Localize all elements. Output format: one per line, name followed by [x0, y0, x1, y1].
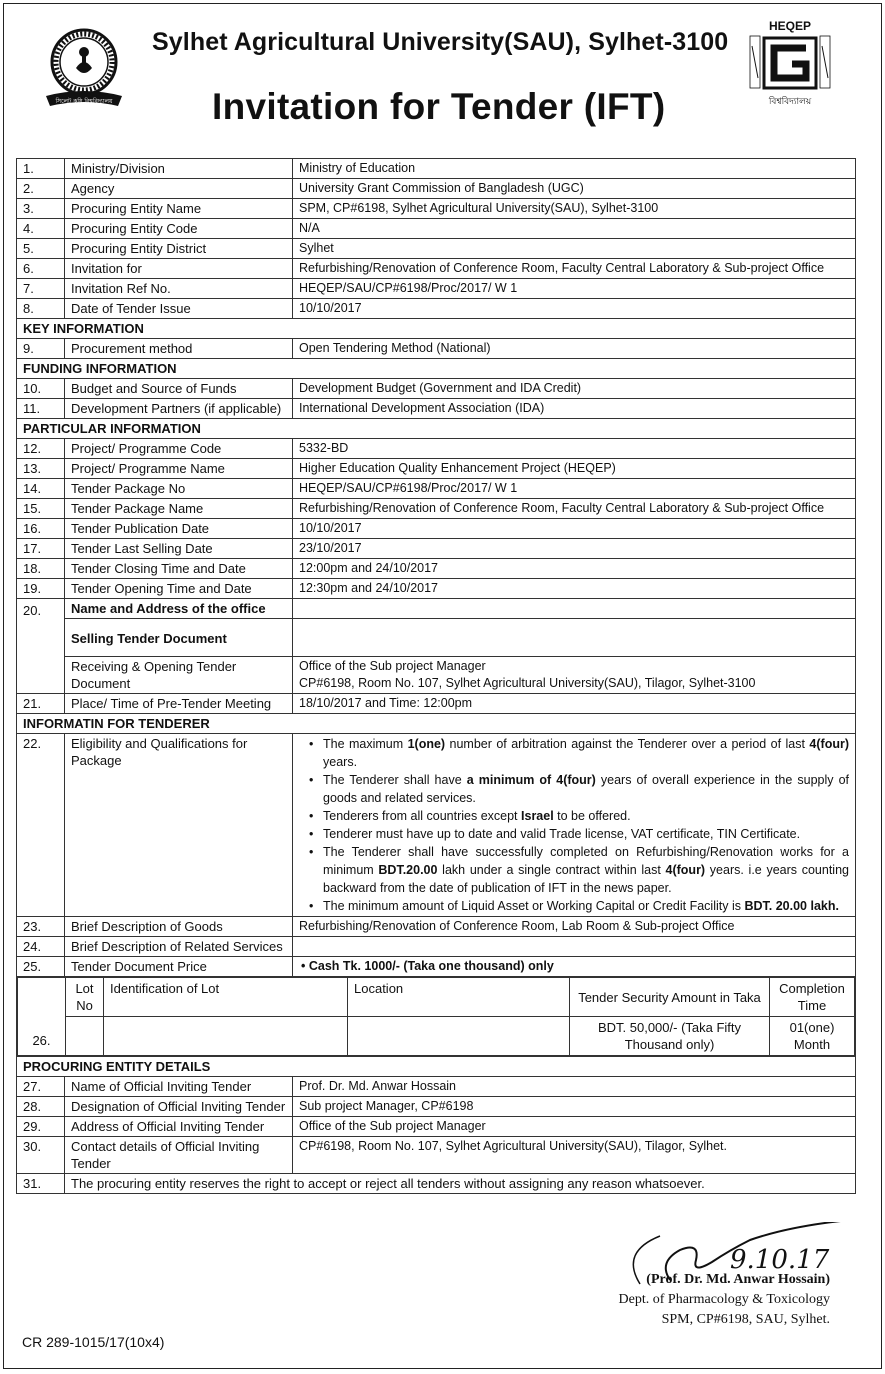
table-row: 17. Tender Last Selling Date 23/10/2017	[17, 539, 856, 559]
table-row: 2. Agency University Grant Commission of Bangladesh (UGC)	[17, 179, 856, 199]
list-item: • The Tenderer shall have successfully completed on Refurbishing/Renovation works for a minimum BDT.20.00 lakh under a single contract within last 4(four) years. i.e years counting backward from the date of publication of IFT in the news paper.	[309, 843, 849, 897]
table-row: 9. Procurement method Open Tendering Method (National)	[17, 339, 856, 359]
table-row: 21. Place/ Time of Pre-Tender Meeting 18/10/2017 and Time: 12:00pm	[17, 694, 856, 714]
eligibility-list	[299, 735, 849, 915]
table-row: Selling Tender Document	[17, 619, 856, 657]
table-row: 7. Invitation Ref No. HEQEP/SAU/CP#6198/Proc/2017/ W 1	[17, 279, 856, 299]
university-name: Sylhet Agricultural University(SAU), Sylhet-3100	[152, 28, 729, 56]
heqep-logo	[742, 18, 838, 110]
table-row: 1. Ministry/Division Ministry of Education	[17, 159, 856, 179]
section-header: KEY INFORMATION	[17, 319, 856, 339]
table-row: 11. Development Partners (if applicable) International Development Association (IDA)	[17, 399, 856, 419]
list-item: • The maximum 1(one) number of arbitration against the Tenderer over a period of last 4(four) years.	[309, 735, 849, 771]
table-row: 6. Invitation for Refurbishing/Renovation of Conference Room, Faculty Central Laboratory & Sub-project Office	[17, 259, 856, 279]
svg-text:HEQEP: HEQEP	[768, 19, 812, 33]
table-row: 14. Tender Package No HEQEP/SAU/CP#6198/Proc/2017/ W 1	[17, 479, 856, 499]
page-title: Invitation for Tender (IFT)	[212, 86, 666, 127]
table-row: 12. Project/ Programme Code 5332-BD	[17, 439, 856, 459]
svg-text:বিশ্ববিদ্যালয়: বিশ্ববিদ্যালয়	[768, 97, 812, 107]
table-row: 10. Budget and Source of Funds Development Budget (Government and IDA Credit)	[17, 379, 856, 399]
table-row: 23. Brief Description of Goods Refurbishing/Renovation of Conference Room, Lab Room & Sub-project Office	[17, 917, 856, 937]
table-row: 5. Procuring Entity District Sylhet	[17, 239, 856, 259]
list-item: • The minimum amount of Liquid Asset or Working Capital or Credit Facility is BDT. 20.00 lakh.	[309, 897, 849, 915]
table-row: 28. Designation of Official Inviting Tender Sub project Manager, CP#6198	[17, 1097, 856, 1117]
list-item: • The Tenderer shall have a minimum of 4(four) years of overall experience in the supply of goods and related services.	[309, 771, 849, 807]
table-row: 25. Tender Document Price • Cash Tk. 1000/- (Taka one thousand) only	[17, 957, 856, 977]
svg-text:সিলেট কৃষি বিশ্ববিদ্যালয়: সিলেট কৃষি বিশ্ববিদ্যালয়	[55, 98, 113, 105]
list-item: • Tenderers from all countries except Israel to be offered.	[309, 807, 849, 825]
section-header: FUNDING INFORMATION	[17, 359, 856, 379]
table-row: 3. Procuring Entity Name SPM, CP#6198, Sylhet Agricultural University(SAU), Sylhet-3100	[17, 199, 856, 219]
table-row: 18. Tender Closing Time and Date 12:00pm and 24/10/2017	[17, 559, 856, 579]
table-row: 30. Contact details of Official Inviting Tender CP#6198, Room No. 107, Sylhet Agricultural University(SAU), Tilagor, Sylhet.	[17, 1137, 856, 1174]
section-header: INFORMATIN FOR TENDERER	[17, 714, 856, 734]
table-row: 4. Procuring Entity Code N/A	[17, 219, 856, 239]
section-header: PROCURING ENTITY DETAILS	[17, 1057, 856, 1077]
list-item: • Tenderer must have up to date and valid Trade license, VAT certificate, TIN Certificate.	[309, 825, 849, 843]
signature-block: (Prof. Dr. Md. Anwar Hossain) Dept. of Pharmacology & Toxicology SPM, CP#6198, SAU, Sylhet.	[618, 1272, 830, 1327]
table-row: 22. Eligibility and Qualifications for Package • The maximum 1(one) number of arbitration against the Tenderer over a period of last 4(four) years. • The Tenderer shall have a minimum of 4(four) years of overall experience in the supply of goods and related services. • Tenderers from all countries except Israel to be offered. • Tenderer must have up to date and valid Trade license, VAT certificate, TIN Certificate. • The Tenderer shall have successfully completed on Refurbishing/Renovation works for a minimum BDT.20.00 lakh under a single contract within last 4(four) years. i.e years counting backward from the date of publication of IFT in the news paper. • The minimum amount of Liquid Asset or Working Capital or Credit Facility is BDT. 20.00 lakh.	[17, 734, 856, 917]
section-header: PARTICULAR INFORMATION	[17, 419, 856, 439]
table-row: Receiving & Opening Tender Document Office of the Sub project Manager CP#6198, Room No. 107, Sylhet Agricultural University(SAU), Tilagor, Sylhet-3100	[17, 657, 856, 694]
tender-table	[16, 158, 856, 1194]
footer-code: CR 289-1015/17(10x4)	[22, 1334, 165, 1350]
lot-table-row	[17, 977, 856, 1057]
table-row: 29. Address of Official Inviting Tender Office of the Sub project Manager	[17, 1117, 856, 1137]
table-row: 8. Date of Tender Issue 10/10/2017	[17, 299, 856, 319]
university-seal-logo	[40, 22, 128, 112]
table-row: 31. The procuring entity reserves the right to accept or reject all tenders without assigning any reason whatsoever.	[17, 1174, 856, 1194]
svg-text:9.10.17: 9.10.17	[730, 1245, 830, 1275]
table-row: 13. Project/ Programme Name Higher Education Quality Enhancement Project (HEQEP)	[17, 459, 856, 479]
lot-table: 26. Lot No Identification of Lot Location Tender Security Amount in Taka Completion Time BDT. 50,000/- (Taka Fifty Thousand only) 01(one) Month	[17, 977, 855, 1056]
table-row: 19. Tender Opening Time and Date 12:30pm and 24/10/2017	[17, 579, 856, 599]
table-row: 15. Tender Package Name Refurbishing/Renovation of Conference Room, Faculty Central Laboratory & Sub-project Office	[17, 499, 856, 519]
table-row: 16. Tender Publication Date 10/10/2017	[17, 519, 856, 539]
table-row: 27. Name of Official Inviting Tender Prof. Dr. Md. Anwar Hossain	[17, 1077, 856, 1097]
table-row: 20. Name and Address of the office	[17, 599, 856, 619]
table-row: 24. Brief Description of Related Services	[17, 937, 856, 957]
